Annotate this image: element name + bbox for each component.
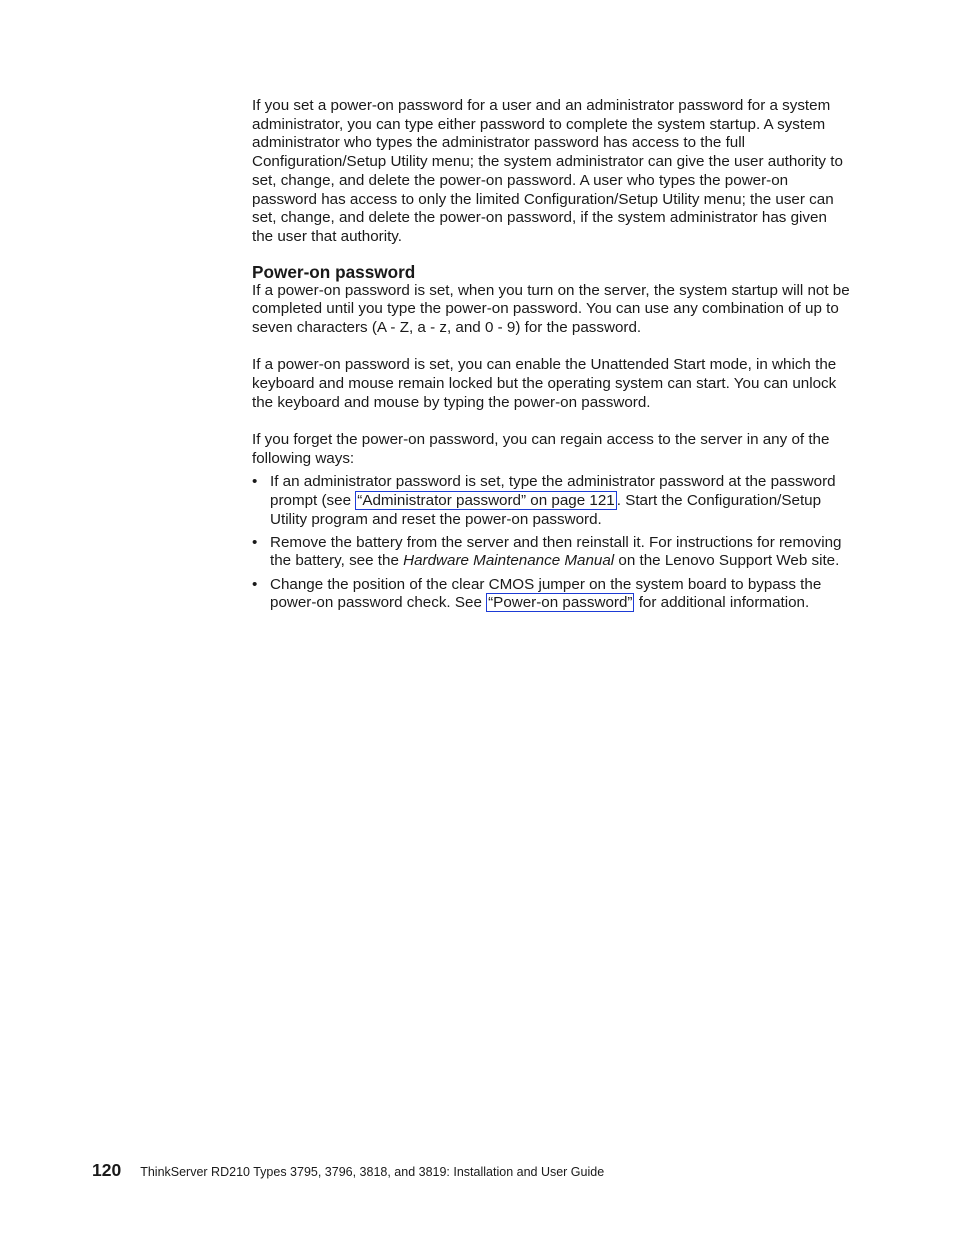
power-on-paragraph-2: If a power-on password is set, you can enable the Unattended Start mode, in which the keyboard and mouse remain locked but the operating system can start. You can unlock the keyboard and mouse by typing the power-on password.: [252, 356, 837, 411]
power-on-paragraph-1: If a power-on password is set, when you turn on the server, the system startup will not be completed until you type the power-on password. You can use any combination of up to seven characters (A - Z, a - z, and 0 - 9) for the password.: [252, 281, 850, 337]
list-item-text: . Start the Configuration/Setup Utility program and reset the power-on password.: [270, 491, 822, 528]
list-item-text: on the Lenovo Support Web site.: [614, 552, 840, 570]
intro-paragraph: If you set a power-on password for a user and an administrator password for a system administrator, you can type either password to complete the system startup. A system administrator who types the administrator password has access to the full Configuration/Setup Utility menu; the system administrator can give the user authority to set, change, and delete the power-on password. A user who types the power-on password has access to only the limited Configuration/Setup Utility menu; the user can set, change, and delete the power-on password, if the system administrator has given the user that authority.: [252, 97, 843, 245]
page-footer: [92, 1160, 604, 1181]
list-item: [252, 473, 852, 529]
section-heading: Power-on password: [252, 261, 416, 282]
power-on-password-link[interactable]: “Power-on password”: [488, 594, 633, 612]
list-item-text: Remove the battery from the server and then reinstall it. For instructions for removing the battery, see the: [270, 533, 842, 570]
running-title: ThinkServer RD210 Types 3795, 3796, 3818, and 3819: Installation and User Guide: [140, 1165, 605, 1179]
list-item: [252, 534, 852, 571]
list-item-text: Change the position of the clear CMOS jumper on the system board to bypass the power-on password check. See: [270, 575, 822, 612]
bullet-icon: •: [252, 533, 258, 551]
list-item: [252, 576, 852, 613]
recovery-options-list: [252, 473, 852, 613]
manual-title: Hardware Maintenance Manual: [403, 552, 615, 570]
list-item-text: for additional information.: [634, 594, 810, 612]
list-item-text: If an administrator password is set, type the administrator password at the password prompt (see: [270, 473, 836, 509]
page-number: 120: [92, 1160, 122, 1180]
power-on-paragraph-3: If you forget the power-on password, you can regain access to the server in any of the following ways:: [252, 431, 830, 467]
bullet-icon: •: [252, 575, 258, 593]
administrator-password-link[interactable]: “Administrator password” on page 121: [357, 491, 615, 509]
page-body: [252, 97, 852, 613]
bullet-icon: •: [252, 473, 258, 491]
